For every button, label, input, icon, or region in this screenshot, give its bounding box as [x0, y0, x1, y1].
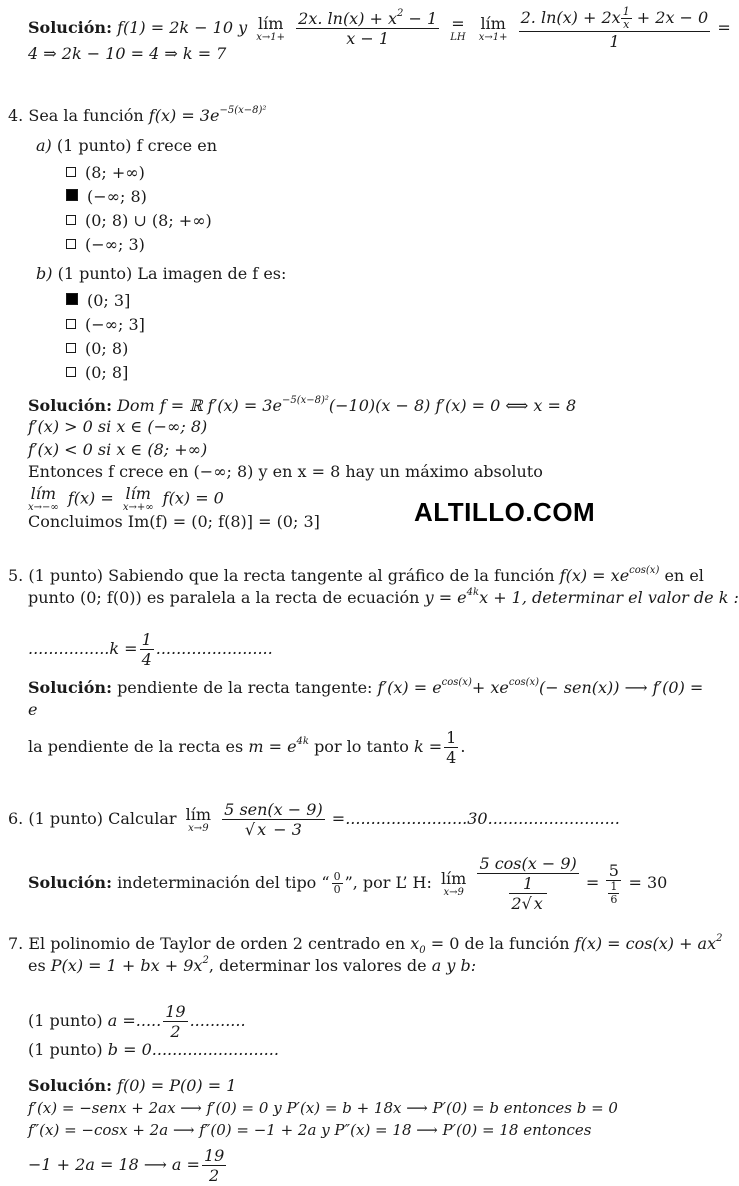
option-item: [66, 315, 145, 335]
unchecked-box-icon: [66, 239, 76, 249]
q7-answer-b: (1 punto) b = 0.........................: [28, 1040, 279, 1059]
question-number: 7.: [8, 934, 24, 953]
option-label: (0; 8]: [85, 363, 129, 382]
q4-solution-line4: Entonces f crece en (−∞; 8) y en x = 8 hay un máximo absoluto: [28, 462, 543, 481]
q5-answer: ................k = $\frac{1}{4}$ .......................: [28, 630, 273, 669]
solution-label: Solución:: [28, 678, 112, 697]
q4-solution-line6: Concluimos Im(f) = (0; f(8)] = (0; 3]: [28, 512, 320, 531]
q6-solution: Solución: indeterminación del tipo “ $\frac{0}{0}$ ”, por L’ H: lím x→9 $\frac{5 \cos(x - 9)}{\frac{1}{2√ x}}$ = $\frac{5}{\frac{1}{6}}$ = 30: [28, 854, 668, 913]
q7-statement-line1: 7. El polinomio de Taylor de orden 2 centrado en $x_0 = 0$ de la función $f(x) = \cos(x) + ax^2$: [8, 933, 723, 957]
checked-box-icon: [66, 293, 78, 305]
option-label: (−∞; 3]: [85, 315, 145, 334]
option-item: [66, 187, 147, 207]
option-item: [66, 163, 145, 183]
option-label: (0; 3]: [87, 291, 131, 310]
q4-solution-line5: lím x→−∞ f(x) = lím x→+∞ f(x) = 0: [28, 484, 224, 513]
q4b-label: b) (1 punto) La imagen de f es:: [36, 264, 287, 283]
q4-solution-line2: f′(x) > 0 si x ∈ (−∞; 8): [28, 417, 208, 436]
unchecked-box-icon: [66, 215, 76, 225]
unchecked-box-icon: [66, 343, 76, 353]
q4-solution-line1: Solución: Dom f = ℝ $f'(x) = 3e^{-5(x-8)^2}(-10)(x - 8) f'(x) = 0$ ⟺ x = 8: [28, 395, 577, 415]
q6-statement: 6. (1 punto) Calcular lím x→9 $\frac{\text{5 sen(x − 9)}}{√ x - 3}$ =........................30..........................: [8, 800, 620, 839]
limit: lím x→1+: [256, 13, 286, 43]
option-item: [66, 363, 128, 383]
solution-label: Solución:: [28, 396, 112, 415]
unchecked-box-icon: [66, 167, 76, 177]
q5-solution-line3: la pendiente de la recta es $m = e^{4k}$ por lo tanto k = $\frac{1}{4}$ .: [28, 728, 466, 767]
q5-solution-line2: e: [28, 700, 38, 719]
q7-solution-line1: Solución: f(0) = P(0) = 1: [28, 1076, 237, 1095]
option-label: (8; +∞): [85, 163, 145, 182]
top-solution-line2: 4 ⇒ 2k − 10 = 4 ⇒ k = 7: [28, 44, 227, 63]
solution-label: Solución:: [28, 873, 112, 892]
q5-solution-line1: Solución: pendiente de la recta tangente: $f'(x) = e^{cos(x)}+ xe^{cos(x)}(- sen(x))$ ⟶ f′(0) =: [28, 677, 704, 697]
q7-answer-a: (1 punto) a =..... $\frac{19}{2}$ ...........: [28, 1002, 246, 1041]
limit: lím x→1+: [478, 13, 508, 43]
solution-label: Solución:: [28, 1076, 112, 1095]
checked-box-icon: [66, 189, 78, 201]
option-label: (0; 8): [85, 339, 129, 358]
option-item: [66, 235, 145, 255]
q4-solution-line3: f′(x) < 0 si x ∈ (8; +∞): [28, 440, 208, 459]
option-label: (−∞; 8): [87, 187, 147, 206]
option-label: (−∞; 3): [85, 235, 145, 254]
question-number: 5.: [8, 566, 24, 585]
question-text: Sea la función: [28, 106, 144, 125]
option-item: [66, 339, 128, 359]
math-text: $f(x) = 3e^{-5(x-8)^2}$: [148, 105, 267, 125]
option-item: [66, 211, 212, 231]
q7-solution-line3: f″(x) = −cosx + 2a ⟶ f″(0) = −1 + 2a y P″(x) = 18 ⟶ P′(0) = 18 entonces: [28, 1121, 592, 1139]
watermark-logo: ALTILLO.COM: [414, 497, 596, 527]
q7-solution-line2: f′(x) = −senx + 2ax ⟶ f′(0) = 0 y P′(x) = b + 18x ⟶ P′(0) = b entonces b = 0: [28, 1099, 618, 1117]
q7-solution-line4: −1 + 2a = 18 ⟶ a = $\frac{19}{2}$: [28, 1146, 225, 1185]
fraction: $\frac{2x. \ln(x) + x^2 - 1}{x - 1}$: [298, 8, 438, 48]
q4a-label: a) (1 punto) f crece en: [36, 136, 217, 155]
option-label: (0; 8) ∪ (8; +∞): [85, 211, 212, 230]
math-text: =: [717, 18, 731, 37]
q7-statement-line2: es P(x) = 1 + bx + $9x^2$, determinar los valores de a y b:: [28, 955, 477, 975]
option-item: [66, 291, 130, 311]
q5-statement-line1: 5. (1 punto) Sabiendo que la recta tangente al gráfico de la función $f(x) = xe^{cos(x)}$ en el: [8, 565, 704, 585]
q4-statement: [8, 106, 266, 126]
lh-equals: = LH: [450, 13, 466, 43]
question-number: 4.: [8, 106, 24, 125]
fraction: 2. ln(x) + 2x $\frac{1}{x}$ + 2x − 0 1: [520, 5, 709, 51]
unchecked-box-icon: [66, 367, 76, 377]
unchecked-box-icon: [66, 319, 76, 329]
solution-label: Solución:: [28, 18, 112, 37]
q5-statement-line2: punto (0; f(0)) es paralela a la recta de ecuación $y = e^{4k}x + 1$, determinar el valor de k :: [28, 587, 739, 607]
question-number: 6.: [8, 809, 24, 828]
math-text: f(1) = 2k − 10 y: [117, 18, 248, 37]
